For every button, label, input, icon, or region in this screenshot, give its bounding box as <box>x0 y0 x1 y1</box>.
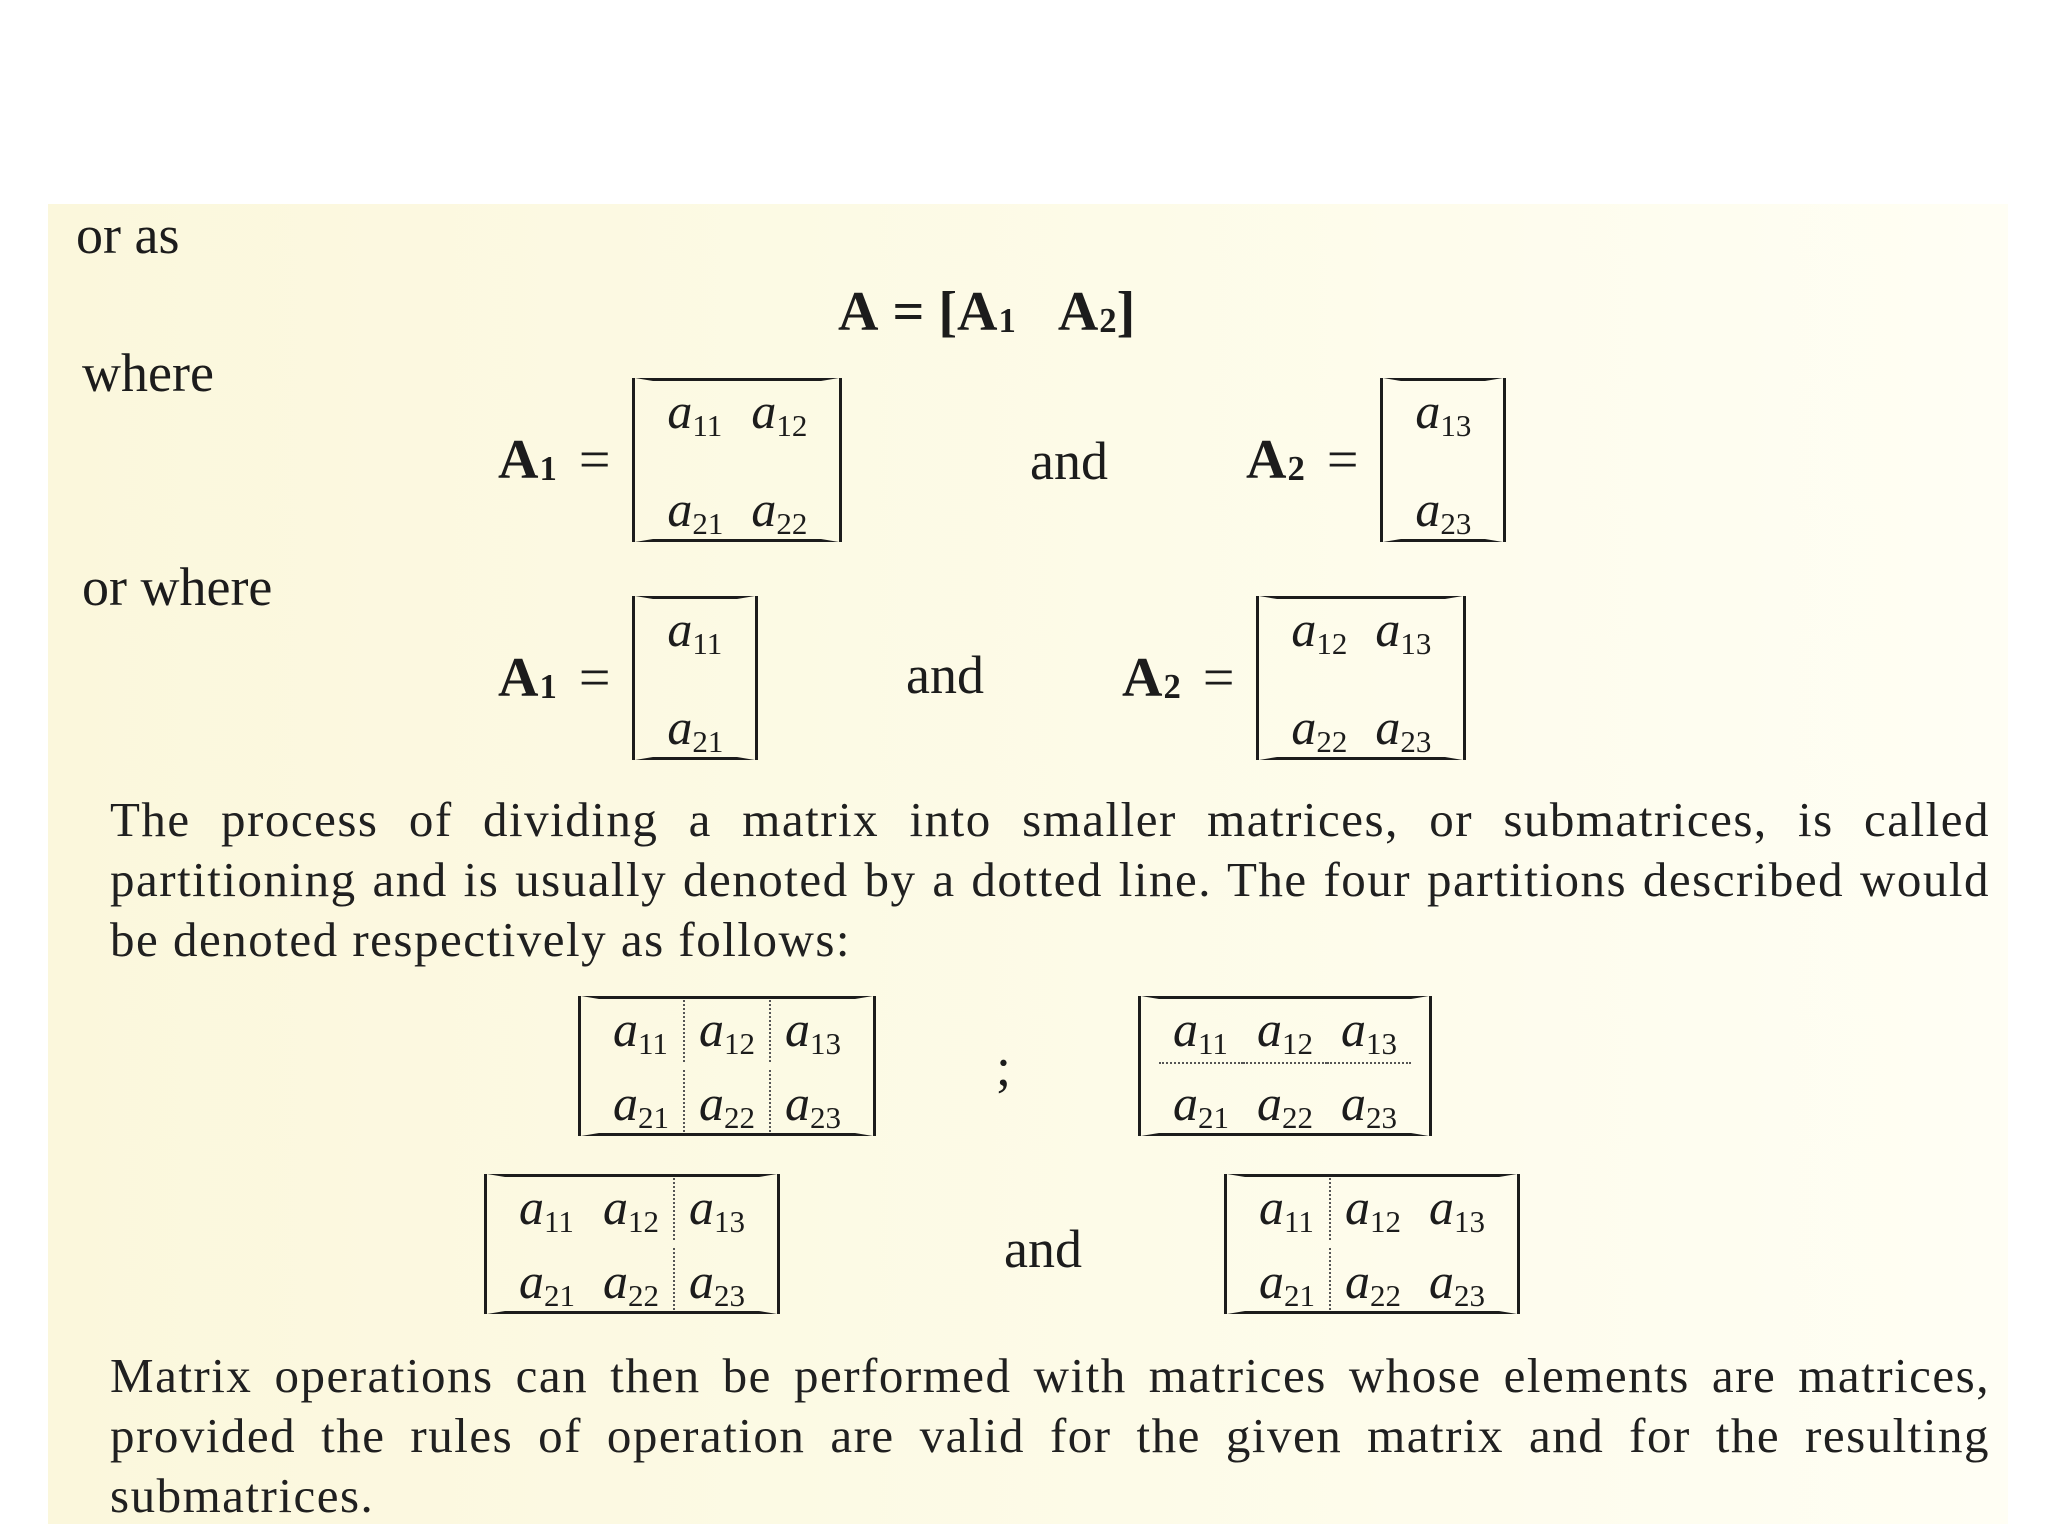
matrix-a2-2x1: a13 a23 <box>1380 378 1506 542</box>
partition-matrix-2: a11 a12 a13 a21 a22 a23 <box>1138 996 1432 1136</box>
close-bracket: ] <box>1116 281 1136 343</box>
partition-matrix-3: a11 a12 a13 a21 a22 a23 <box>484 1174 780 1314</box>
equation-row-1-right: A 2 = a13 a23 <box>1246 378 1506 542</box>
equation-a-partition: A = [ A 1 A 2 ] <box>838 281 1136 343</box>
symbol-equals: = <box>892 281 925 343</box>
paragraph-partitioning: The process of dividing a matrix into smaller matrices, or submatrices, is called partitioning and is usually denoted by a dotted line. The four partitions described would be denoted respectively as follows: <box>110 792 1990 967</box>
text-semicolon: ; <box>996 1037 1012 1097</box>
equation-row-2-right: A 2 = a12 a13 a22 a23 <box>1122 596 1466 760</box>
equation-row-1: A 1 = a11 a12 a21 a22 <box>498 378 842 542</box>
equation-row-2: A 1 = a11 a21 <box>498 596 758 760</box>
partition-matrix-1: a11 a12 a13 a21 a22 a23 <box>578 996 876 1136</box>
text-and-row-3: and <box>1004 1219 1082 1279</box>
text-or-where: or where <box>82 557 273 617</box>
text-and-row-1: and <box>1030 431 1108 491</box>
paragraph-operations: Matrix operations can then be performed with matrices whose elements are matrices, provided the rules of operation are valid for the given matrix and for the resulting submatrices. <box>110 1348 1990 1523</box>
matrix-a1-2x1: a11 a21 <box>632 596 758 760</box>
partition-matrix-4: a11 a12 a13 a21 a22 a23 <box>1224 1174 1520 1314</box>
text-or-as: or as <box>76 205 180 265</box>
matrix-a1-2x2: a11 a12 a21 a22 <box>632 378 842 542</box>
symbol-a: A <box>838 281 879 343</box>
matrix-a2-2x2: a12 a13 a22 a23 <box>1256 596 1466 760</box>
text-where: where <box>82 343 214 403</box>
text-and-row-2: and <box>906 645 984 705</box>
open-bracket: [ <box>938 281 958 343</box>
